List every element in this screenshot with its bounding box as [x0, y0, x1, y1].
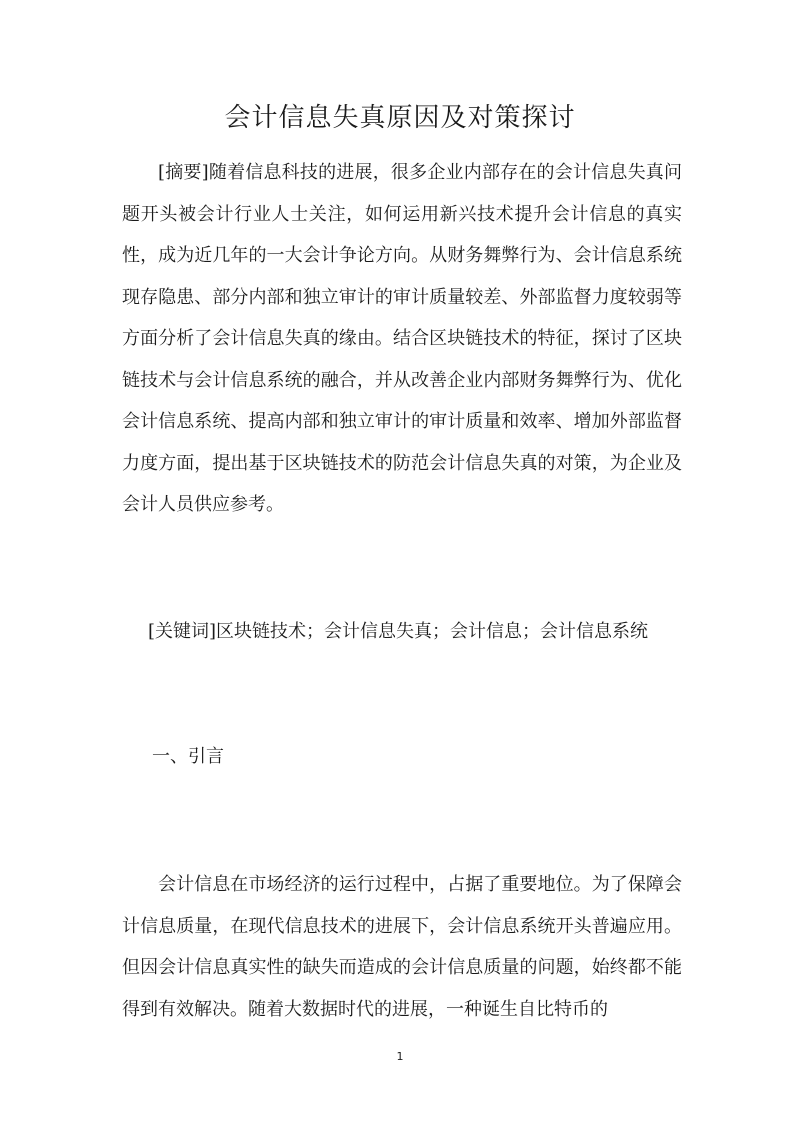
- section-heading: 一、引言: [152, 746, 224, 767]
- abstract-paragraph: [摘要]随着信息科技的进展，很多企业内部存在的会计信息失真问题开头被会计行业人士关注，如何运用新兴技术提升会计信息的真实性，成为近几年的一大会计争论方向。从财务舞弊行为、会计信息系统现存隐患、部分内部和独立审计的审计质量较差、外部监督力度较弱等方面分析了会计信息失真的缘由。结合区块链技术的特征，探讨了区块链技术与会计信息系统的融合，并从改善企业内部财务舞弊行为、优化会计信息系统、提高内部和独立审计的审计质量和效率、增加外部监督力度方面，提出基于区块链技术的防范会计信息失真的对策，为企业及会计人员供应参考。: [122, 162, 682, 515]
- document-title: 会计信息失真原因及对策探讨: [224, 103, 576, 133]
- keywords-paragraph: [关键词]区块链技术；会计信息失真；会计信息；会计信息系统: [148, 621, 649, 642]
- intro-paragraph: 会计信息在市场经济的运行过程中，占据了重要地位。为了保障会计信息质量，在现代信息技术的进展下，会计信息系统开头普遍应用。但因会计信息真实性的缺失而造成的会计信息质量的问题，始终都不能得到有效解决。随着大数据时代的进展，一种诞生自比特币的: [122, 874, 682, 1020]
- page-number: 1: [396, 1050, 404, 1063]
